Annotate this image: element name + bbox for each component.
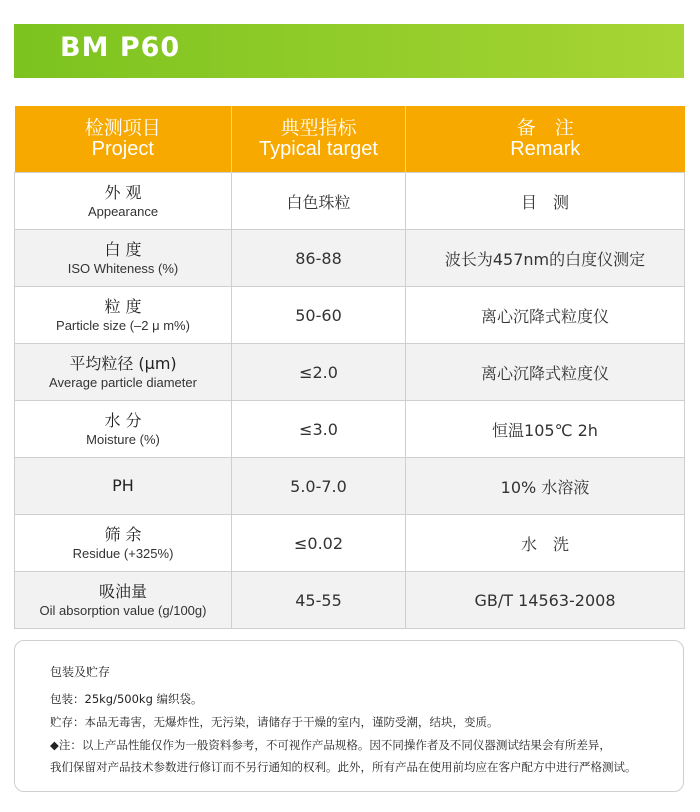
table-row [15,173,685,230]
project-cell [15,287,232,344]
product-title: BM P60 [60,32,181,63]
value-cell: 45-55 [232,572,406,629]
remark-cell: 离心沉降式粒度仪 [406,344,685,401]
project-en: Particle size (–2 μ m%) [56,317,190,333]
project-cn: 白 度 [104,239,142,259]
value-cell: 5.0-7.0 [232,458,406,515]
project-cell [15,173,232,230]
project-cn: 粒 度 [104,296,142,316]
project-cn: 外 观 [104,182,142,202]
value-cell: ≤3.0 [232,401,406,458]
project-cn: 平均粒径 (μm) [69,353,177,373]
project-en: Oil absorption value (g/100g) [39,602,207,618]
remark-cell: GB/T 14563-2008 [406,572,685,629]
value-cell: 50-60 [232,287,406,344]
project-cell [15,230,232,287]
header-remark-cn: 备 注 [516,116,574,139]
note-disclaimer-cont: 我们保留对产品技术参数进行修订而不另行通知的权利。此外，所有产品在使用前均应在客户配方中进行严格测试。 [50,760,637,774]
table-row [15,287,685,344]
table-row [15,458,685,515]
value-cell: ≤0.02 [232,515,406,572]
table-row [15,401,685,458]
note-storage: 贮存：本品无毒害，无爆炸性，无污染，请储存于干燥的室内，谨防受潮，结块，变质。 [50,715,499,729]
header-target-cn: 典型指标 [280,116,357,139]
note-packaging: 包装：25kg/500kg 编织袋。 [50,692,203,706]
notes-title: 包装及贮存 [50,665,111,679]
project-cn: 水 分 [104,410,142,430]
title-banner [14,24,684,78]
project-cell [15,572,232,629]
header-target-en: Typical target [259,138,378,161]
project-en: Moisture (%) [86,431,160,447]
value-cell: 86-88 [232,230,406,287]
project-cell [15,401,232,458]
remark-cell: 恒温105℃ 2h [406,401,685,458]
project-en: Residue (+325%) [72,545,174,561]
project-cell [15,458,232,515]
project-en: Average particle diameter [49,374,197,390]
project-en: ISO Whiteness (%) [67,260,179,276]
project-en: Appearance [87,203,159,219]
header-project-en: Project [91,138,154,161]
packaging-storage-notes [14,640,684,792]
header-project [15,106,232,173]
remark-cell: 波长为457nm的白度仪测定 [406,230,685,287]
header-project-cn: 检测项目 [84,116,161,139]
header-remark-en: Remark [510,138,581,161]
table-row [15,572,685,629]
remark-cell: 水 洗 [406,515,685,572]
value-cell: ≤2.0 [232,344,406,401]
table-row [15,344,685,401]
remark-cell: 10% 水溶液 [406,458,685,515]
note-disclaimer: ◆注：以上产品性能仅作为一般资料参考，不可视作产品规格。因不同操作者及不同仪器测试结果会有所差异， [50,738,611,752]
table-header-row [15,106,685,173]
project-cn: PH [112,475,134,495]
value-cell: 白色珠粒 [232,173,406,230]
project-cell [15,515,232,572]
header-typical-target [232,106,406,173]
header-remark [406,106,685,173]
remark-cell: 离心沉降式粒度仪 [406,287,685,344]
project-cell [15,344,232,401]
spec-table [14,106,685,629]
project-cn: 筛 余 [104,524,142,544]
table-row [15,515,685,572]
project-cn: 吸油量 [98,581,147,601]
table-row [15,230,685,287]
remark-cell: 目 测 [406,173,685,230]
